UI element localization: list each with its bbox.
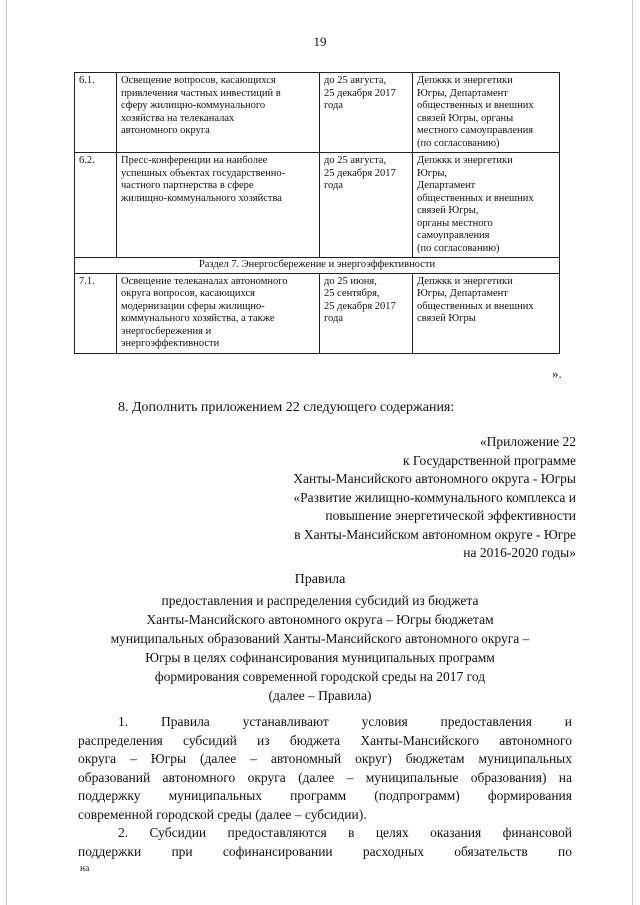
paragraph-8: 8. Дополнить приложением 22 следующего содержания: <box>118 400 455 415</box>
event-cell: Освещение вопросов, касающихся привлечения частных инвестиций в сферу жилищно-коммунального хозяйства на телеканалах автономного округа <box>117 73 320 153</box>
row-number: 6.1. <box>75 73 117 153</box>
clause-1-line: образований автономного округа (далее – муниципальные образования) на <box>78 769 572 785</box>
rules-subtitle: предоставления и распределения субсидий из бюджета Ханты-Мансийского автономного округа – Югры бюджетам муниципальных образований Ханты-Мансийского автономного округа – Югры в целях софинансирования муниципальных программ формирования современной городской среды на 2017 год (далее – Правила) <box>110 593 530 703</box>
responsible-cell: Депжкк и энергетики Югры, Департамент общественных и внешних связей Югры, органы местного самоуправления (по согласованию) <box>413 153 560 258</box>
responsible-cell: Депжкк и энергетики Югры, Департамент общественных и внешних связей Югры <box>413 273 560 353</box>
table-row <box>75 273 560 353</box>
deadline-cell: до 25 августа, 25 декабря 2017 года <box>320 73 413 153</box>
row-number: 7.1. <box>75 273 117 353</box>
scan-edge-left <box>6 0 7 905</box>
row-number: 6.2. <box>75 153 117 258</box>
section-title: Раздел 7. Энергосбережение и энергоэффективности <box>75 258 560 274</box>
scan-edge-right <box>632 0 633 905</box>
table-row <box>75 73 560 153</box>
clause-1-line: распределения субсидий из бюджета Ханты-Мансийского автономного <box>78 732 572 748</box>
footer-label: на <box>80 864 90 874</box>
events-table <box>74 72 560 354</box>
page-number: 19 <box>313 34 327 49</box>
event-cell: Освещение телеканалах автономного округа вопросов, касающихся модернизации сферы жилищно- коммунального хозяйства, а также энергосбережения и энергоэффективности <box>117 273 320 353</box>
rules-title: Правила <box>294 572 346 587</box>
clause-2-line: 2. Субсидии предоставляются в целях оказания финансовой <box>118 825 572 840</box>
clause-2-line: поддержки при софинансировании расходных обязательств по <box>78 843 572 859</box>
event-cell: Пресс-конференции на наиболее успешных объектах государственно- частного партнерства в сфере жилищно-коммунального хозяйства <box>117 153 320 258</box>
table-row <box>75 153 560 258</box>
appendix-header: «Приложение 22 к Государственной программе Ханты-Мансийского автономного округа - Югры «Развитие жилищно-коммунального комплекса и повышение энергетической эффективности в Ханты-Мансийском автономном округе - Югре на 2016-2020 годы» <box>293 434 576 560</box>
clause-1-line: поддержку муниципальных программ (подпрограмм) формирования <box>78 788 572 803</box>
closing-quote: ». <box>552 366 562 381</box>
deadline-cell: до 25 августа, 25 декабря 2017 года <box>320 153 413 258</box>
section-row <box>75 258 560 274</box>
rules-body <box>78 713 572 861</box>
clause-1-line: современной городской среды (далее – субсидии). <box>78 806 367 822</box>
deadline-cell: до 25 июня, 25 сентября, 25 декабря 2017 года <box>320 273 413 353</box>
clause-1-line: 1. Правила устанавливают условия предоставления и <box>118 714 572 729</box>
clause-1-line: округа – Югры (далее – автономный округ) бюджетам муниципальных <box>78 751 572 766</box>
responsible-cell: Депжкк и энергетики Югры, Департамент общественных и внешних связей Югры, органы местного самоуправления (по согласованию) <box>413 73 560 153</box>
